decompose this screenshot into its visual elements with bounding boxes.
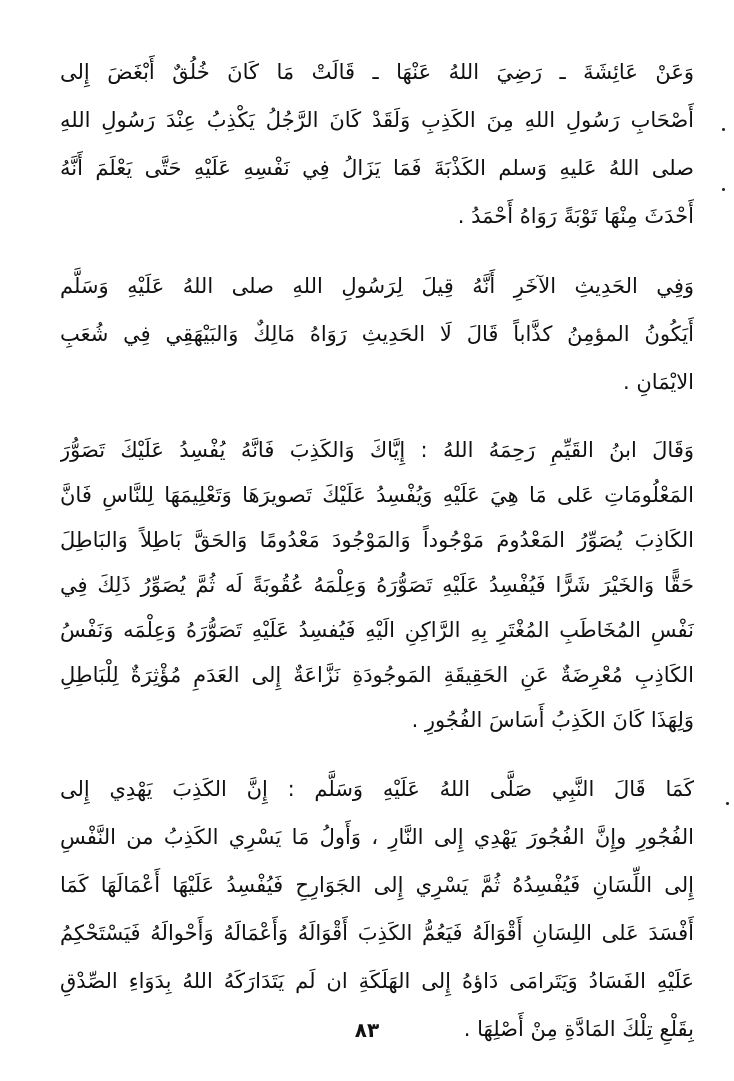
text-line: وَعَنْ عَائِشَةَ ـ رَضِيَ اللهُ عَنْهَا ـ قَالَتْ مَا كَانَ خُلُقٌ أَبْغَضَ إِلى [60, 60, 694, 84]
text-line: الايْمَانِ . [623, 370, 694, 394]
page-number: ٨٣ [354, 1018, 380, 1042]
text-line: إِلى اللِّسَانِ فَيُفْسِدُهُ ثُمَّ يَسْرِي إِلى الجَوَارِحِ فَيُفْسِدُ عَلَيْهَا أَعْمَالَهَا كَمَا [60, 873, 694, 897]
text-line: أَفْسَدَ عَلى اللِسَانِ أَقْوَالَهُ فَيَعُمُّ الكَذِبَ أَقْوَالَهُ وَأَعْمَالَهُ وَأَحْوالَهُ فَيَسْتَحْكِمُ [60, 921, 694, 945]
text-line: الكَاذِبِ مُعْرِضَةٌ عَنِ الحَقِيقَةِ المَوجُودَةِ نَزَّاعَةٌ إِلى العَدَمِ مُؤْثِرَةٌ لِلْبَاطِلِ [60, 663, 694, 687]
scan-speck [726, 802, 729, 805]
body-text [60, 48, 694, 1075]
text-line: الكَاذِبَ يُصَوِّرُ المَعْدُومَ مَوْجُوداً وَالمَوْجُودَ مَعْدُومًا وَالحَقَّ بَاطِلاً وَالبَاطِلَ [60, 528, 694, 552]
text-line: نَفْسِ المُخَاطَبِ المُغْتَرِ بِهِ الرَّاكِنِ الَيْهِ فَيُفسِدُ عَلَيْهِ تَصَوُّرَهُ وَعِلْمَه وَنَفْسُ [60, 618, 694, 642]
paragraph-prophet-saying [60, 765, 694, 1053]
text-line: كَمَا قَالَ النَّبِي صَلَّى اللهُ عَلَيْهِ وَسَلَّم : إِنَّ الكَذِبَ يَهْدِي إِلى [60, 777, 694, 801]
text-line: أَيَكُونُ المؤمِنُ كذَّاباً قَالَ لَا الحَدِيثِ رَوَاهُ مَالِكٌ وَالبَيْهَقِي فِي شُعَبِ [60, 322, 694, 346]
text-line: عَلَيْهِ الفَسَادُ وَيَتَرامَى دَاؤهُ إِلى الهَلَكَةِ ان لَم يَتَدَارَكَهُ اللهُ بِدَوَاءِ الصِّدْقِ [60, 969, 694, 993]
text-line: وَلِهَذَا كَانَ الكَذِبُ أَسَاسَ الفُجُورِ . [411, 708, 694, 732]
text-line: وَفِي الحَدِيثِ الآخَرِ أَنَّهُ قِيلَ لِرَسُولِ اللهِ صلى اللهُ عَلَيْهِ وَسَلَّم [60, 274, 694, 298]
text-line: حَقًّا وَالخَيْرَ شَرًّا فَيُفْسِدُ عَلَيْهِ تَصَوُّرَهُ وَعِلْمَهُ عُقُوبَةً لَه ثُمَّ يُصَوِّرُ ذَلِكَ فِي [60, 573, 694, 597]
text-line: الفُجُورِ وإِنَّ الفُجُورَ يَهْدِي إِلى النَّارِ ، وَأَولُ مَا يَسْرِي الكَذِبُ من النَّفْسِ [60, 825, 694, 849]
scan-speck [722, 188, 725, 191]
text-line: وَقَالَ ابنُ القَيِّمِ رَحِمَهُ اللهُ : إِيَّاكَ وَالكَذِبَ فَانَّهُ يُفْسِدُ عَلَيْكَ تَصَوُّرَ [60, 438, 694, 462]
paragraph-aisha-hadith [60, 48, 694, 240]
text-line: المَعْلُومَاتِ عَلى مَا هِيَ عَلَيْهِ وَيُفْسِدُ عَلَيْكَ تَصويرَهَا وَتَعْلِيمَهَا لِلنَّاسِ فَانَّ [60, 483, 694, 507]
text-line: أَحْدَثَ مِنْهَا تَوْبَةً رَوَاهُ أَحْمَدُ . [457, 204, 694, 228]
text-line: أَصْحَابِ رَسُولِ اللهِ مِنَ الكَذِبِ وَلَقَدْ كَانَ الرَّجُلُ يَكْذِبُ عِنْدَ رَسُولِ اللهِ [60, 108, 694, 132]
text-line: بِقَلْعِ تِلْكَ المَادَّةِ مِنْ أَصْلِهَا . [463, 1017, 694, 1041]
scan-speck [722, 128, 725, 131]
paragraph-other-hadith [60, 262, 694, 406]
paragraph-ibn-qayyim [60, 428, 694, 743]
text-line: صلى اللهُ عَليهِ وَسلم الكَذْبَةَ فَمَا يَزَالُ فِي نَفْسِهِ عَلَيْهِ حَتَّى يَعْلَمَ أَنَّهُ [60, 156, 694, 180]
